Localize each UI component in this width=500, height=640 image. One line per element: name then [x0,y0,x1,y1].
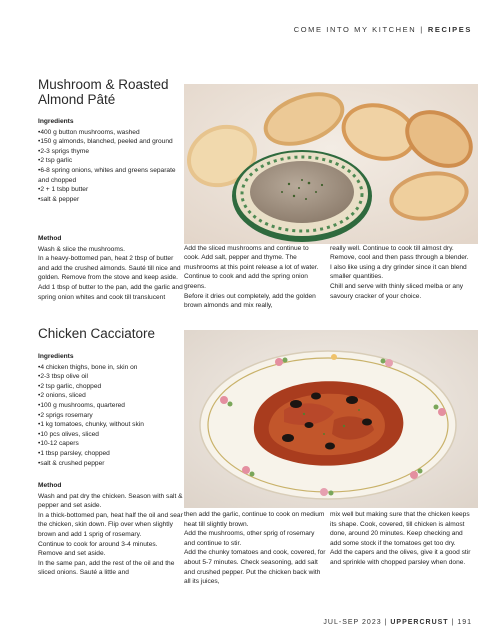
ingredient-item: • salt & pepper [38,195,188,205]
ingredients-mushroom-pate [38,117,188,204]
ingredients-list [38,363,183,469]
page-footer [323,619,472,626]
ingredients-heading: Ingredients [38,353,74,360]
title-line: Almond Pâté [38,92,116,107]
ingredient-item: • 150 g almonds, blanched, peeled and ground [38,137,188,147]
ingredient-item: • 1 kg tomatoes, chunky, without skin [38,420,183,430]
method-paragraph: Wash and pat dry the chicken. Season with salt & pepper and set aside. [38,492,183,510]
footer-separator: | [384,619,388,626]
method-paragraph: Wash & slice the mushrooms. [38,245,125,253]
method-paragraph: Add 1 tbsp of butter to the pan, add the garlic and spring onion whites and cook till translucent [38,283,183,301]
recipe-title-mushroom-pate [38,77,169,107]
ingredient-item: • 2-3 tbsp olive oil [38,372,183,382]
method-paragraph: Add the chunky tomatoes and cook, covered, for about 5-7 minutes. Check seasoning, add salt and crushed pepper. Put the chicken back with all its juices, [184,549,326,586]
title-line: Mushroom & Roasted [38,77,169,92]
ingredient-item: • 2 tsp garlic, chopped [38,382,183,392]
method-chicken-cacciatore-col1 [38,481,183,578]
method-paragraph: In a heavy-bottomed pan, heat 2 tbsp of butter and add the crushed almonds. Sauté till nice and golden. Remove from the stove and keep aside. [38,255,181,282]
ingredient-item: • 400 g button mushrooms, washed [38,128,188,138]
ingredient-item: • 4 chicken thighs, bone in, skin on [38,363,183,373]
ingredient-item: • 1 tbsp parsley, chopped [38,449,183,459]
ingredient-item: • 6-8 spring onions, whites and greens separate and chopped [38,166,188,185]
method-mushroom-pate-col1 [38,234,183,302]
ingredients-heading: Ingredients [38,118,74,125]
page-header [294,25,472,34]
section-name: COME INTO MY KITCHEN [293,25,417,34]
method-paragraph: In a thick-bottomed pan, heat half the oil and sear the chicken, skin down. Flip over when slightly brown and add 1 sprig of rosemary. [38,511,183,538]
method-paragraph: really well. Continue to cook till almost dry. [330,244,454,252]
ingredient-item: • 10 pcs olives, sliced [38,430,183,440]
method-paragraph: Chill and serve with thinly sliced melba or any savoury cracker of your choice. [330,282,464,300]
ingredient-item: • 100 g mushrooms, quartered [38,401,183,411]
method-heading: Method [38,235,62,242]
method-paragraph: then add the garlic, continue to cook on medium heat till slightly brown. [184,511,325,528]
method-paragraph: Add the mushrooms, other sprig of rosemary and continue to stir. [184,530,315,547]
method-chicken-cacciatore-col2 [184,510,326,587]
method-heading: Method [38,482,62,489]
ingredient-item: • 2 sprigs rosemary [38,411,183,421]
method-mushroom-pate-col2 [184,244,326,311]
method-paragraph: Continue to cook for around 3-4 minutes. Remove and set aside. [38,540,158,558]
ingredient-item: • 2 onions, sliced [38,391,183,401]
method-chicken-cacciatore-col3 [330,510,472,568]
method-paragraph: Add the capers and the olives, give it a good stir and sprinkle with chopped parsley when done. [330,549,471,566]
ingredient-item: • 2-3 sprigs thyme [38,147,188,157]
mushroom-pate-photo [184,84,478,244]
method-paragraph: Add the sliced mushrooms and continue to cook. Add salt, pepper and thyme. The mushrooms at this point release a lot of water. Continue to cook and add the spring onion greens. [184,244,319,290]
method-paragraph: In the same pan, add the rest of the oil and the sliced onions. Sauté a little and [38,559,175,577]
ingredients-chicken-cacciatore [38,352,183,468]
section-category: RECIPES [427,25,472,34]
ingredient-item: • 10-12 capers [38,439,183,449]
method-paragraph: Remove, cool and then pass through a blender. I also like using a dry grinder since it can blend smaller quantities. [330,254,469,281]
footer-separator: | [451,619,455,626]
ingredients-list [38,128,188,205]
ingredient-item: • salt & crushed pepper [38,459,183,469]
magazine-name: UPPERCRUST [390,619,449,626]
page-number: 191 [457,619,472,626]
header-separator: | [420,25,424,34]
issue-date: JUL-SEP 2023 [323,619,382,626]
method-mushroom-pate-col3 [330,244,472,302]
method-paragraph: mix well but making sure that the chicken keeps its shape. Cook, covered, till chicken is almost done, around 20 minutes. Keep checking and add some stock if the tomatoes get too dry. [330,511,470,547]
recipe-title-chicken-cacciatore: Chicken Cacciatore [38,326,156,341]
method-paragraph: Before it dries out completely, add the golden brown almonds and mix really, [184,292,316,310]
chicken-cacciatore-photo [184,330,478,508]
ingredient-item: • 2 + 1 tsbp butter [38,185,188,195]
ingredient-item: • 2 tsp garlic [38,156,188,166]
